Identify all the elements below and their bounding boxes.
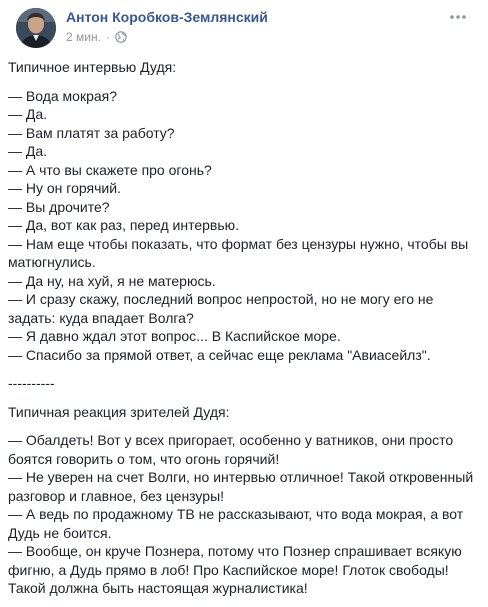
- post-line: — А ведь по продажному ТВ не рассказывают, что вода мокрая, а вот Дудь не боится.: [8, 506, 464, 541]
- globe-icon[interactable]: [115, 31, 127, 43]
- paragraph-gap: [8, 393, 478, 403]
- post-line: — Да.: [8, 106, 48, 122]
- post-time[interactable]: 2 мин.: [66, 30, 101, 44]
- paragraph-gap: [8, 77, 478, 87]
- paragraph-gap: [8, 421, 478, 431]
- post-line: — Нам еще чтобы показать, что формат без цензуры нужно, чтобы вы матюгнулись.: [8, 235, 469, 270]
- post-line: — Да ну, на хуй, я не матерюсь.: [8, 272, 216, 289]
- paragraph-gap: [8, 364, 478, 374]
- author-name[interactable]: Антон Коробков-Землянский: [66, 9, 268, 25]
- more-horizontal-icon: [450, 15, 466, 19]
- post-header: [8, 0, 478, 56]
- post-line: — Я давно ждал этот вопрос... В Каспийское море.: [8, 328, 341, 344]
- post-line: — Вода мокрая?: [8, 87, 118, 104]
- post-line: — Да, вот как раз, перед интервью.: [8, 217, 240, 233]
- post-line: — Обалдеть! Вот у всех пригорает, особенно у ватников, они просто боятся говорить о том, что огонь горячий!: [8, 432, 454, 467]
- post-line: — Да.: [8, 143, 48, 159]
- post-text: [8, 58, 478, 598]
- post-line: — Ну он горячий.: [8, 180, 121, 196]
- meta-separator: ·: [105, 30, 110, 44]
- post-line: ----------: [8, 375, 55, 391]
- post-line: — Вам платят за работу?: [8, 124, 175, 141]
- post-line: — Вы дрочите?: [8, 198, 110, 215]
- avatar[interactable]: [16, 8, 56, 48]
- post-line: — А что вы скажете про огонь?: [8, 161, 212, 178]
- post-line: — Не уверен на счет Волги, но интервью отличное! Такой откровенный разговор и главное, без цензуры!: [8, 469, 474, 504]
- post-line: — Вообще, он круче Познера, потому что Познер спрашивает всякую фигню, а Дудь прямо в лоб! Про Каспийское море! Глоток свободы! Такой должна быть настоящая журналистика!: [8, 543, 462, 596]
- avatar-photo: [16, 8, 56, 48]
- post-line: Типичная реакция зрителей Дудя:: [8, 403, 230, 420]
- post-line: — Спасибо за прямой ответ, а сейчас еще реклама "Авиасейлз".: [8, 346, 431, 363]
- post-meta: [66, 30, 127, 44]
- post-line: — И сразу скажу, последний вопрос непростой, но не могу его не задать: куда впадает Волга?: [8, 291, 434, 326]
- more-options-button[interactable]: [448, 10, 468, 24]
- post-line: Типичное интервью Дудя:: [8, 59, 177, 75]
